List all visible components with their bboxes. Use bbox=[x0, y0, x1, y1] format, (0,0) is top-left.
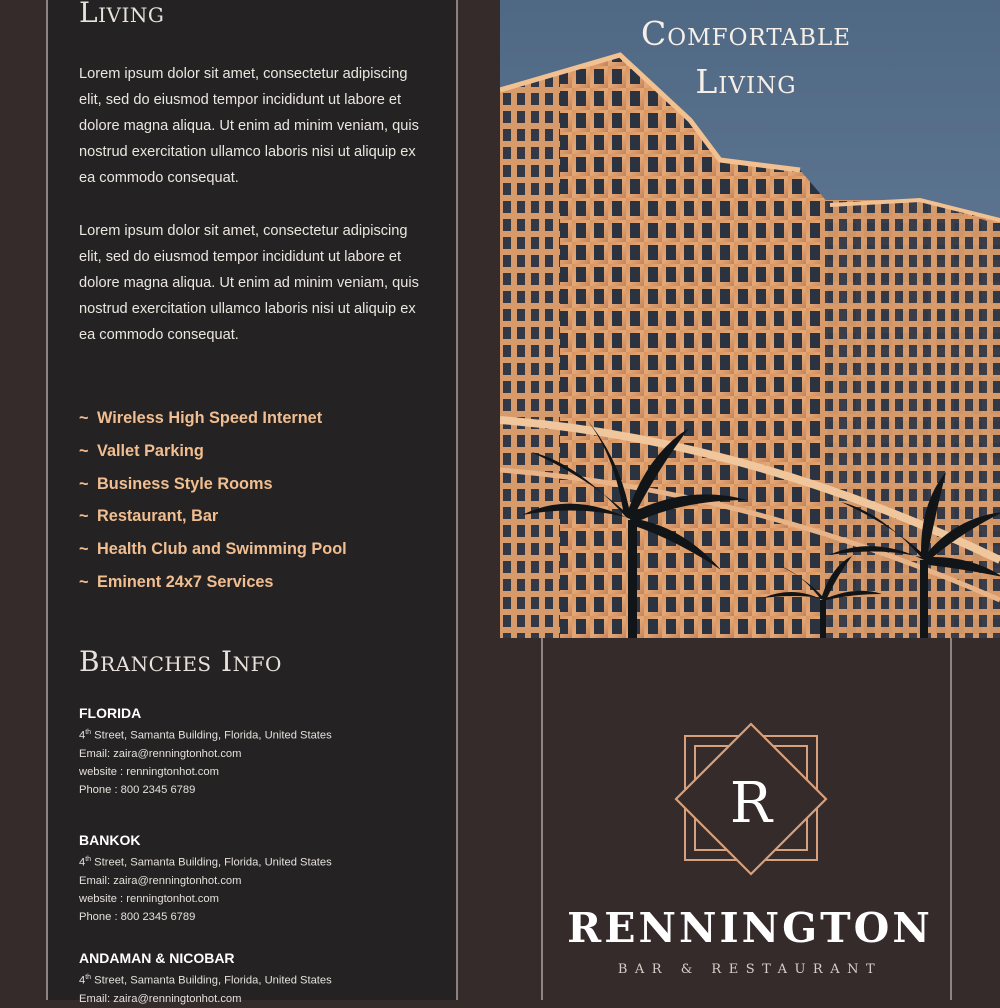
logo-monogram: R bbox=[729, 771, 773, 836]
tilde-bullet-icon: ~ bbox=[79, 572, 89, 591]
branch-email[interactable]: Email: zaira@renningtonhot.com bbox=[79, 874, 242, 887]
intro-paragraph-2: Lorem ipsum dolor sit amet, consectetur adipiscing elit, sed do eiusmod tempor incididunt ut labore et dolore magna aliqua. Ut enim ad minim veniam, quis nostrud exercitation ullamco laboris nisi ut aliquip ex ea commodo consequat. bbox=[79, 223, 419, 343]
branch-email[interactable]: Email: zaira@renningtonhot.com bbox=[79, 992, 242, 1005]
fold-line-2 bbox=[456, 0, 458, 1000]
tilde-bullet-icon: ~ bbox=[79, 409, 89, 427]
amenity-label: Restaurant, Bar bbox=[97, 507, 219, 526]
tilde-bullet-icon: ~ bbox=[79, 441, 89, 460]
intro-paragraph-1: Lorem ipsum dolor sit amet, consectetur adipiscing elit, sed do eiusmod tempor incididunt ut labore et dolore magna aliqua. Ut enim ad minim veniam, quis nostrud exercitation ullamco laboris nisi ut aliquip ex ea commodo consequat. bbox=[79, 66, 419, 186]
amenity-label: Business Style Rooms bbox=[97, 474, 273, 493]
amenity-label: Vallet Parking bbox=[97, 441, 204, 460]
living-heading: Living bbox=[79, 0, 165, 29]
amenity-item bbox=[79, 569, 347, 602]
branch-andaman-nicobar bbox=[79, 949, 439, 1008]
tilde-bullet-icon: ~ bbox=[79, 540, 89, 559]
branch-website[interactable]: website : renningtonhot.com bbox=[79, 765, 219, 778]
brand-tagline: BAR & RESTAURANT bbox=[617, 962, 883, 977]
branch-phone: Phone : 800 2345 6789 bbox=[79, 910, 196, 923]
amenities-list bbox=[79, 405, 347, 602]
amenity-item bbox=[79, 503, 347, 536]
fold-line-1 bbox=[46, 0, 48, 1000]
branch-bankok bbox=[79, 831, 439, 926]
branch-address: 4th Street, Samanta Building, Florida, United States bbox=[79, 974, 332, 987]
amenity-item bbox=[79, 405, 347, 438]
branch-name: BANKOK bbox=[79, 832, 141, 848]
tilde-bullet-icon: ~ bbox=[79, 474, 89, 493]
hero-title-line2: Living bbox=[695, 62, 797, 101]
branch-email[interactable]: Email: zaira@renningtonhot.com bbox=[79, 747, 242, 760]
branch-name: FLORIDA bbox=[79, 705, 142, 721]
amenity-item bbox=[79, 536, 347, 569]
amenity-label: Health Club and Swimming Pool bbox=[97, 540, 347, 559]
amenity-label: Wireless High Speed Internet bbox=[97, 409, 323, 427]
brand-name: RENNINGTON bbox=[567, 904, 933, 952]
amenity-label: Eminent 24x7 Services bbox=[97, 572, 274, 591]
branch-florida bbox=[79, 704, 439, 799]
tilde-bullet-icon: ~ bbox=[79, 507, 89, 526]
branch-address: 4th Street, Samanta Building, Florida, United States bbox=[79, 856, 332, 869]
amenity-item bbox=[79, 471, 347, 504]
amenity-item bbox=[79, 438, 347, 471]
hero-title bbox=[500, 10, 992, 106]
branch-phone: Phone : 800 2345 6789 bbox=[79, 783, 196, 796]
branches-heading: Branches Info bbox=[79, 645, 282, 678]
rennington-logo-icon bbox=[671, 718, 831, 878]
branch-name: ANDAMAN & NICOBAR bbox=[79, 950, 235, 966]
branch-address: 4th Street, Samanta Building, Florida, United States bbox=[79, 729, 332, 742]
branch-website[interactable]: website : renningtonhot.com bbox=[79, 892, 219, 905]
hero-title-line1: Comfortable bbox=[640, 14, 852, 53]
